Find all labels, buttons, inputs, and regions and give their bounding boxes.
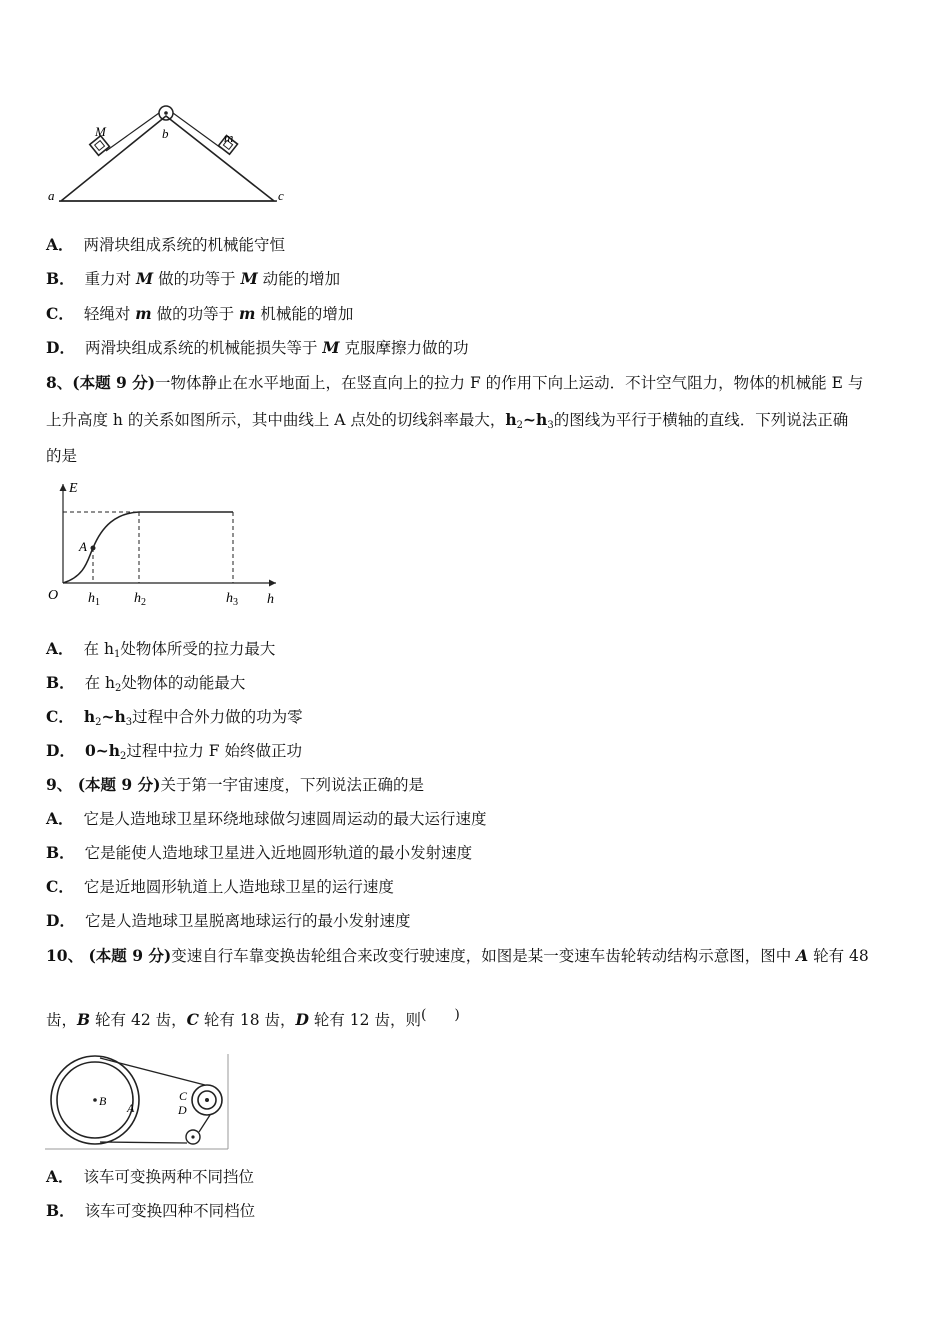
- gear-label-c: C: [179, 1089, 188, 1103]
- graph-origin: O: [48, 588, 59, 603]
- graph-point-a: A: [79, 539, 87, 554]
- q9-option-d[interactable]: D． 它是人造地球卫星脱离地球运行的最小发射速度: [46, 911, 411, 930]
- q8-stem-line2: 上升高度 h 的关系如图所示，其中曲线上 A 点处的切线斜率最大，$h_2\sim h_3$的图线为平行于横轴的直线．下列说法正确: [46, 410, 849, 431]
- q8-option-d[interactable]: D． $0\sim h_2$过程中拉力 F 始终做正功: [46, 741, 302, 762]
- graph-axis-e: E: [69, 481, 78, 496]
- q9-option-b[interactable]: B． 它是能使人造地球卫星进入近地圆形轨道的最小发射速度: [46, 843, 473, 862]
- gear-label-b: B: [99, 1094, 107, 1108]
- energy-height-graph: [46, 476, 286, 610]
- graph-tick-h3: $h_3$: [226, 591, 238, 608]
- q8-option-c[interactable]: C． $h_2\sim h_3$过程中合外力做的功为零: [46, 707, 303, 728]
- q10-stem-line1: 10、 (本题 9 分)变速自行车靠变换齿轮组合来改变行驶速度，如图是某一变速车齿轮转动结构示意图，图中 A 轮有 48: [46, 946, 869, 965]
- gear-figure: [45, 1054, 229, 1150]
- graph-tick-h2: $h_2$: [134, 591, 146, 608]
- q7-option-b[interactable]: B． 重力对 M 做的功等于 M 动能的增加: [46, 269, 341, 288]
- gear-label-d: D: [178, 1103, 187, 1117]
- q7-option-d[interactable]: D． 两滑块组成系统的机械能损失等于 M 克服摩擦力做的功: [46, 338, 469, 357]
- graph-tick-h1: $h_1$: [88, 591, 100, 608]
- answer-blank[interactable]: ( ): [420, 1007, 460, 1023]
- incline-pulley-figure: [46, 96, 291, 206]
- q8-stem-line3: 的是: [46, 447, 78, 465]
- q10-stem-line2: 齿，B 轮有 42 齿，C 轮有 18 齿，D 轮有 12 齿，则( ): [46, 1007, 460, 1029]
- q8-option-b[interactable]: B． 在 $h_2$处物体的动能最大: [46, 673, 246, 694]
- q9-option-c[interactable]: C． 它是近地圆形轨道上人造地球卫星的运行速度: [46, 877, 394, 896]
- q8-option-a[interactable]: A． 在 $h_1$处物体所受的拉力最大: [46, 639, 276, 660]
- graph-axis-h: h: [267, 592, 274, 607]
- q9-stem: 9、 (本题 9 分)关于第一宇宙速度，下列说法正确的是: [46, 775, 424, 794]
- q9-option-a[interactable]: A． 它是人造地球卫星环绕地球做匀速圆周运动的最大运行速度: [46, 809, 487, 828]
- q8-stem-line1: 8、(本题 9 分)一物体静止在水平地面上，在竖直向上的拉力 F 的作用下向上运动．不计空气阻力，物体的机械能 E 与: [46, 373, 864, 392]
- label-a: a: [48, 188, 55, 203]
- gear-label-a: A: [127, 1101, 135, 1115]
- q7-option-c[interactable]: C． 轻绳对 m 做的功等于 m 机械能的增加: [46, 304, 354, 323]
- label-m: m: [224, 130, 234, 145]
- label-M: M: [95, 124, 106, 139]
- q10-option-b[interactable]: B． 该车可变换四种不同档位: [46, 1201, 256, 1220]
- q10-option-a[interactable]: A． 该车可变换两种不同挡位: [46, 1167, 255, 1186]
- q7-option-a[interactable]: A． 两滑块组成系统的机械能守恒: [46, 235, 286, 254]
- label-c: c: [278, 188, 284, 203]
- label-b: b: [162, 126, 169, 141]
